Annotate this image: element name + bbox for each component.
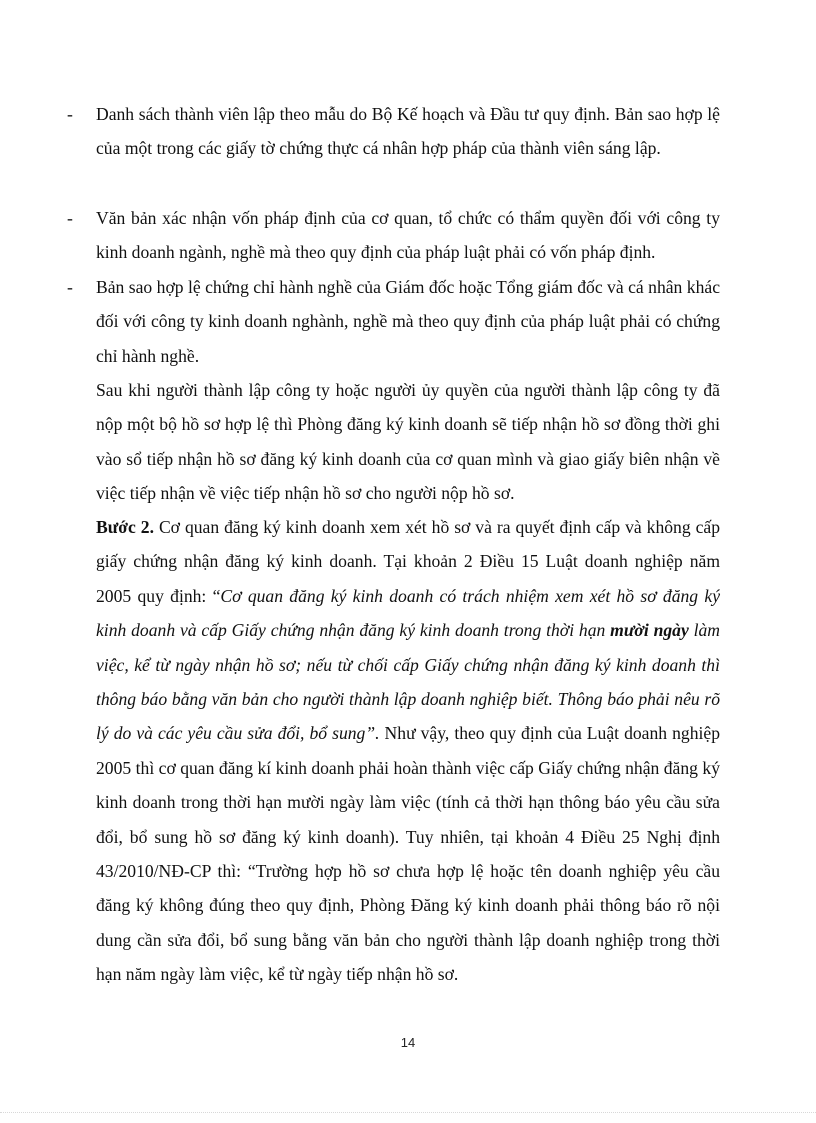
bullet-dash: - [67, 208, 73, 228]
step-2-text-2: Như vậy, theo quy định của Luật doanh nghiệp 2005 thì cơ quan đăng kí kinh doanh phải hoàn thành việc cấp Giấy chứng nhận đăng ký kinh doanh trong thời hạn mười ngày làm việc (tính cả thời hạn thông báo yêu cầu sửa đổi, bổ sung hồ sơ đăng ký kinh doanh). Tuy nhiên, tại khoản 4 Điều 25 Nghị định 43/2010/NĐ-CP thì: “Trường hợp hồ sơ chưa hợp lệ hoặc tên doanh nghiệp yêu cầu đăng ký không đúng theo quy định, Phòng Đăng ký kinh doanh phải thông báo rõ nội dung cần sửa đổi, bổ sung bằng văn bản cho người thành lập doanh nghiệp trong thời hạn năm ngày làm việc, kể từ ngày tiếp nhận hồ sơ. [96, 723, 720, 985]
bullet-item-member-list [67, 97, 720, 166]
page-number: 14 [400, 1035, 416, 1050]
paragraph-intro: Sau khi người thành lập công ty hoặc người ủy quyền của người thành lập công ty đã nộp một bộ hồ sơ hợp lệ thì Phòng đăng ký kinh doanh sẽ tiếp nhận hồ sơ đồng thời ghi vào sổ tiếp nhận hồ sơ đăng ký kinh doanh của cơ quan mình và giao giấy biên nhận về việc tiếp nhận về việc tiếp nhận hồ sơ cho người nộp hồ sơ. [96, 380, 720, 504]
paragraph-step-2 [96, 510, 720, 992]
bullet-dash: - [67, 104, 73, 124]
bullet-item-practice-certificate [67, 270, 720, 373]
bullet-text: Bản sao hợp lệ chứng chỉ hành nghề của Giám đốc hoặc Tổng giám đốc và cá nhân khác đối với công ty kinh doanh nghành, nghề mà theo quy định của pháp luật phải có chứng chỉ hành nghề. [96, 277, 720, 366]
bullet-item-legal-capital [67, 201, 720, 270]
step-2-text-1: Cơ quan đăng ký kinh doanh xem xét hồ sơ và ra quyết định cấp và không cấp giấy chứng nhận đăng ký kinh doanh. Tại khoản 2 Điều 15 Luật doanh nghiệp năm 2005 quy định: “ [96, 517, 720, 606]
bullet-text: Văn bản xác nhận vốn pháp định của cơ quan, tổ chức có thẩm quyền đối với công ty kinh doanh ngành, nghề mà theo quy định của pháp luật phải có vốn pháp định. [96, 208, 720, 263]
law-quote-part-2: làm việc, kể từ ngày nhận hồ sơ; nếu từ chối cấp Giấy chứng nhận đăng ký kinh doanh thì thông báo bằng văn bản cho người thành lập doanh nghiệp biết. Thông báo phải nêu rõ lý do và các yêu cầu sửa đổi, bổ sung”. [96, 620, 720, 744]
bullet-dash: - [67, 277, 73, 297]
step-2-label: Bước 2. [96, 517, 154, 537]
bullet-text: Danh sách thành viên lập theo mẫu do Bộ Kế hoạch và Đầu tư quy định. Bản sao hợp lệ của một trong các giấy tờ chứng thực cá nhân hợp pháp của thành viên sáng lập. [96, 104, 720, 159]
law-quote-part-1: Cơ quan đăng ký kinh doanh có trách nhiệm xem xét hồ sơ đăng ký kinh doanh và cấp Giấy chứng nhận đăng ký kinh doanh trong thời hạn [96, 585, 721, 641]
footer-divider [0, 1112, 816, 1113]
law-quote-bold: mười ngày [610, 620, 689, 641]
